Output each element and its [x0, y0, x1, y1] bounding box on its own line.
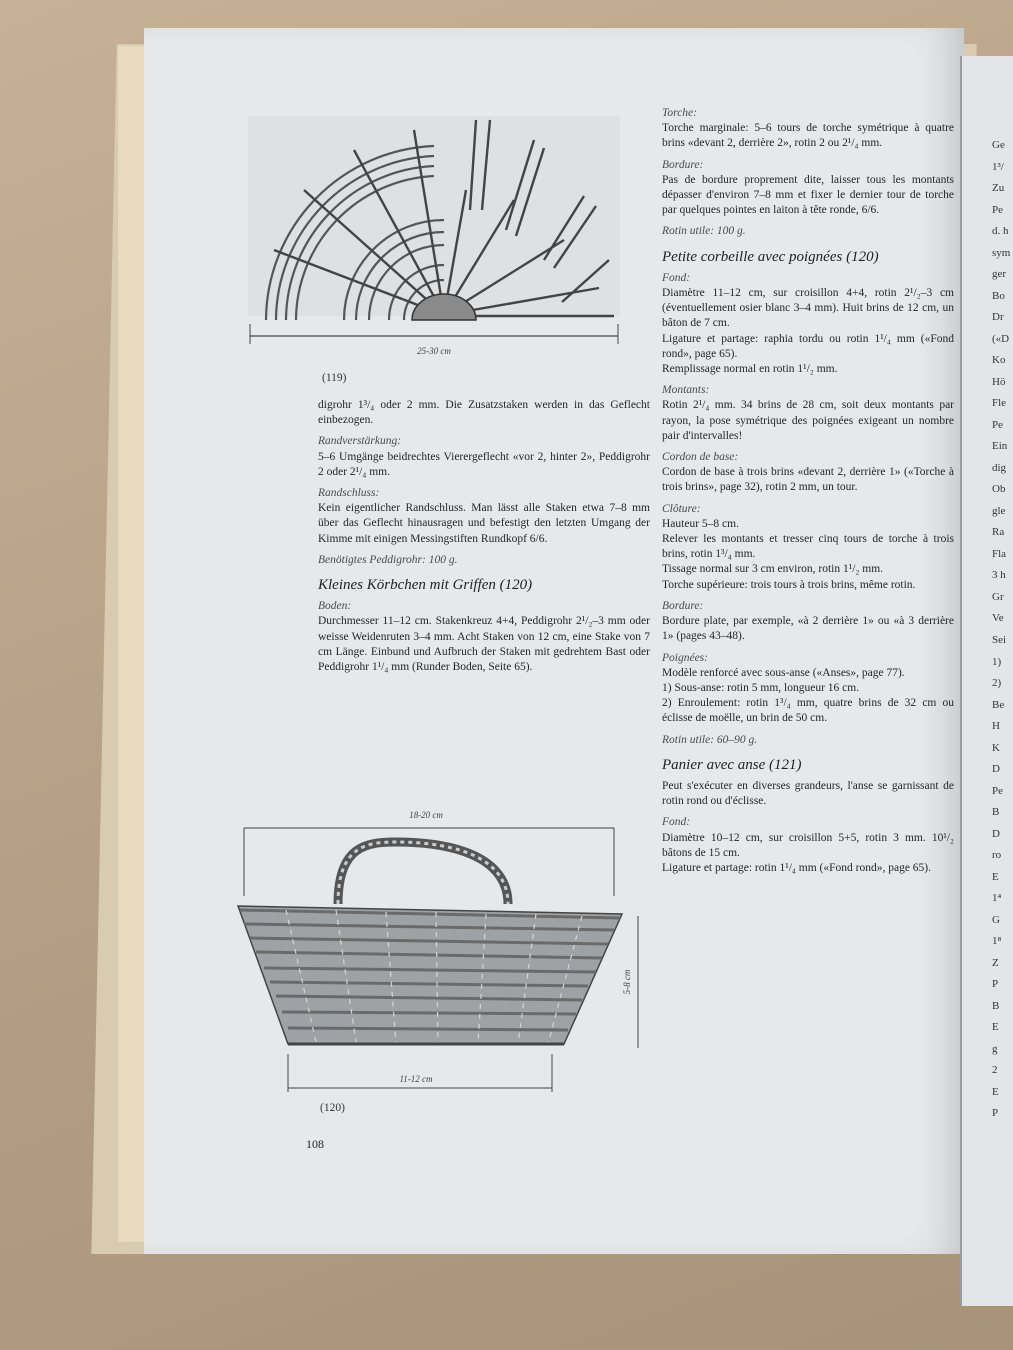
- facing-page-fragment: Sei: [992, 634, 1007, 646]
- facing-page-fragment: 2: [992, 1064, 998, 1077]
- rand-verst-title: Randverstärkung:: [318, 435, 402, 448]
- facing-page-fragment: ro: [992, 849, 1002, 862]
- fig120-width-bottom: 11-12 cm: [399, 1074, 433, 1084]
- rotin-utile-2: Rotin utile: 60–90 g.: [662, 733, 758, 746]
- facing-page-fragment: Ge: [992, 139, 1005, 151]
- facing-page-fragment: P: [992, 978, 999, 991]
- facing-page-fragment: 1³/: [992, 160, 1004, 173]
- french-column: [662, 106, 954, 876]
- fig120-caption: (120): [320, 1102, 345, 1114]
- facing-page-fragment: P: [992, 1107, 999, 1120]
- facing-page-fragment: D: [992, 827, 1000, 840]
- facing-page-fragment: Dr: [992, 311, 1004, 324]
- facing-page-fragment: Pe: [992, 784, 1003, 797]
- fond-text-1: Diamètre 11–12 cm, sur croisillon 4+4, rotin 2¹/₂–3 cm (éventuellement osier blanc 3–4 mm). Huit brins de 12 cm, un bâton de 7 cm.: [662, 287, 954, 330]
- german-column: [318, 398, 650, 675]
- rotin-utile-1: Rotin utile: 100 g.: [662, 225, 746, 238]
- facing-page-fragment: Ve: [992, 612, 1004, 625]
- facing-page-fragment: Zu: [992, 182, 1005, 195]
- facing-page-fragment: Bo: [992, 289, 1005, 302]
- facing-page: [960, 56, 1013, 1306]
- facing-page-fragment: dig: [992, 461, 1007, 474]
- fig120-height: 5-8 cm: [622, 969, 632, 995]
- cloture-text-1: Hauteur 5–8 cm.: [662, 517, 739, 530]
- boden-text: Durchmesser 11–12 cm. Stakenkreuz 4+4, Peddigrohr 2¹/₂–3 mm oder weisse Weidenruten 3–4 mm. Acht Staken von 12 cm, eine Stake von 7 cm Länge. Einbund und Aufbruch der Staken mit gedrehtem Bast oder Peddigrohr 1¹/₄ mm (Runder Boden, Seite 65).: [318, 615, 650, 674]
- facing-page-fragment: 3 h: [992, 569, 1006, 582]
- cloture-title: Clôture:: [662, 502, 701, 515]
- facing-page-fragment: g: [992, 1042, 998, 1055]
- facing-page-fragment: 2): [992, 677, 1002, 690]
- bordure2-title: Bordure:: [662, 599, 704, 612]
- fond-title: Fond:: [662, 271, 691, 284]
- facing-page-fragment: G: [992, 913, 1000, 926]
- cloture-text-2: Relever les montants et tresser cinq tours de torche à trois brins, rotin 1³/₄ mm.: [662, 533, 954, 561]
- benoetigt: Benötigtes Peddigrohr: 100 g.: [318, 553, 458, 566]
- panier-text: Peut s'exécuter en diverses grandeurs, l'anse se garnissant de rotin rond ou d'éclisse.: [662, 779, 954, 808]
- bordure-text: Pas de bordure proprement dite, laisser tous les montants dépasser d'environ 7–8 mm et fixer le dernier tour de torche par quelques pointes en laiton à tête ronde, 6/6.: [662, 173, 954, 217]
- facing-page-fragment: Gr: [992, 590, 1004, 603]
- facing-page-fragment: 1): [992, 655, 1002, 668]
- cordon-text: Cordon de base à trois brins «devant 2, derrière 1» («Torche à trois brins», page 32), rotin 2 mm, un tour.: [662, 466, 954, 494]
- figure-119-diagram: [244, 110, 624, 370]
- facing-page-fragment: ger: [992, 268, 1007, 281]
- cloture-text-3: Tissage normal sur 3 cm environ, rotin 1¹/₂ mm.: [662, 563, 884, 576]
- bordure2-text: Bordure plate, par exemple, «à 2 derrière 1» ou «à 3 derrière 1» (pages 43–48).: [662, 615, 954, 643]
- poignees-text: Modèle renforcé avec sous-anse («Anses», page 77).: [662, 666, 905, 679]
- facing-page-fragment: D: [992, 763, 1000, 776]
- poignees-item-1: 1) Sous-anse: rotin 5 mm, longueur 16 cm.: [662, 681, 860, 694]
- facing-page-fragment: Z: [992, 956, 999, 969]
- montants-text: Rotin 2¹/₄ mm. 34 brins de 28 cm, soit deux montants par rayon, la pose symétrique des poignées exigeant un nombre pair d'intervalles!: [662, 399, 954, 442]
- fig119-dimension: 25-30 cm: [417, 346, 451, 356]
- facing-page-fragment: E: [992, 1021, 999, 1034]
- facing-page-fragment: d. h: [992, 225, 1009, 238]
- facing-page-fragment: sym: [992, 246, 1011, 259]
- randschluss-text: Kein eigentlicher Randschluss. Man lässt alle Staken etwa 7–8 mm über das Geflecht hinausragen und befestigt den letzten Umgang der Kimme mit einigen Messingstiften Rundkopf 6/6.: [318, 502, 650, 545]
- figure-120-basket: [226, 806, 646, 1106]
- facing-page-fragment: 1⁴: [992, 892, 1002, 905]
- facing-page-fragment: Ob: [992, 483, 1006, 496]
- facing-page-fragment: B: [992, 806, 1000, 819]
- fond-text-3: Remplissage normal en rotin 1¹/₂ mm.: [662, 363, 838, 376]
- poignees-item-2: 2) Enroulement: rotin 1³/₄ mm, quatre brins de 32 cm ou éclisse de moëlle, un brin de 50 cm.: [662, 697, 954, 725]
- poignees-title: Poignées:: [662, 651, 708, 664]
- facing-page-fragment: Ra: [992, 526, 1005, 539]
- facing-page-fragment: Hö: [992, 375, 1006, 388]
- facing-page-fragment: Fla: [992, 547, 1007, 560]
- fond-text-2: Ligature et partage: raphia tordu ou rotin 1¹/₄ mm («Fond rond», page 65).: [662, 332, 954, 360]
- facing-page-fragment: Be: [992, 698, 1005, 711]
- german-heading: Kleines Körbchen mit Griffen (120): [318, 577, 533, 594]
- randschluss-title: Randschluss:: [318, 487, 380, 500]
- facing-page-fragment: Pe: [992, 203, 1003, 216]
- page-number: 108: [306, 1137, 324, 1151]
- boden-title: Boden:: [318, 600, 352, 613]
- torche-title: Torche:: [662, 107, 697, 119]
- torche-text: Torche marginale: 5–6 tours de torche symétrique à quatre brins «devant 2, derrière 2», rotin 2 ou 2¹/₄ mm.: [662, 122, 954, 150]
- facing-page-fragment: E: [992, 870, 999, 883]
- cloture-text-4: Torche supérieure: trois tours à trois brins, même rotin.: [662, 578, 916, 591]
- fig120-width-top: 18-20 cm: [409, 810, 443, 820]
- fond2-text-2: Ligature et partage: rotin 1¹/₄ mm («Fond rond», page 65).: [662, 861, 932, 874]
- fond2-title: Fond:: [662, 816, 691, 829]
- fond2-text-1: Diamètre 10–12 cm, sur croisillon 5+5, rotin 3 mm. 10¹/₂ bâtons de 15 cm.: [662, 831, 954, 859]
- facing-page-fragment: B: [992, 999, 1000, 1012]
- facing-page-fragment: Fle: [992, 397, 1007, 410]
- facing-page-fragment: K: [992, 741, 1000, 754]
- facing-page-fragment: gle: [992, 504, 1006, 517]
- rand-verst-text: 5–6 Umgänge beidrechtes Vierergeflecht «vor 2, hinter 2», Peddigrohr 2 oder 2¹/₄ mm.: [318, 450, 650, 478]
- bordure-title: Bordure:: [662, 158, 704, 171]
- cordon-title: Cordon de base:: [662, 451, 739, 464]
- montants-title: Montants:: [662, 384, 710, 397]
- facing-page-fragment: H: [992, 720, 1000, 733]
- facing-page-fragment: Ko: [992, 354, 1006, 367]
- facing-page-fragment: («D: [992, 332, 1010, 345]
- german-intro: digrohr 1³/₄ oder 2 mm. Die Zusatzstaken werden in das Geflecht einbezogen.: [318, 399, 650, 427]
- fig119-caption: (119): [322, 372, 347, 384]
- french-heading-2: Panier avec anse (121): [662, 756, 802, 773]
- facing-page-fragment: E: [992, 1085, 999, 1098]
- facing-page-fragment: Pe: [992, 418, 1003, 431]
- facing-page-fragment: 1⁸: [992, 935, 1002, 948]
- french-heading-1: Petite corbeille avec poignées (120): [662, 248, 879, 265]
- facing-page-fragment: Ein: [992, 440, 1008, 453]
